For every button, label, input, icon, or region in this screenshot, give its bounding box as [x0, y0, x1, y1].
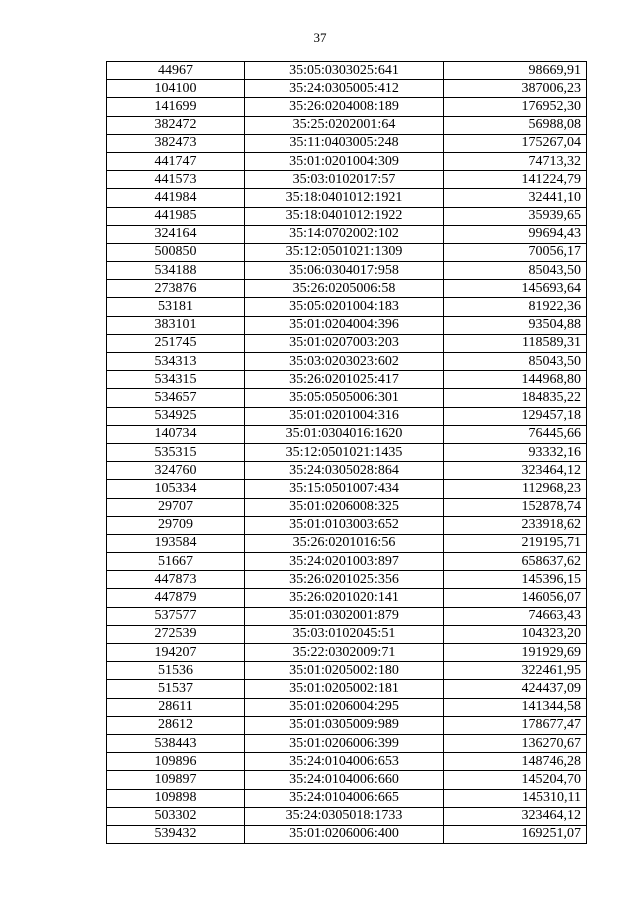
amount-cell: 112968,23	[444, 480, 587, 498]
amount-cell: 176952,30	[444, 98, 587, 116]
id-cell: 503302	[107, 807, 245, 825]
id-cell: 382473	[107, 134, 245, 152]
amount-cell: 145396,15	[444, 571, 587, 589]
amount-cell: 118589,31	[444, 334, 587, 352]
id-cell: 51667	[107, 553, 245, 571]
amount-cell: 169251,07	[444, 825, 587, 843]
amount-cell: 141224,79	[444, 171, 587, 189]
cadastral-number-cell: 35:24:0201003:897	[245, 553, 444, 571]
cadastral-number-cell: 35:24:0104006:665	[245, 789, 444, 807]
cadastral-number-cell: 35:03:0102045:51	[245, 625, 444, 643]
cadastral-number-cell: 35:01:0206006:399	[245, 734, 444, 752]
amount-cell: 74713,32	[444, 152, 587, 170]
table-row	[107, 80, 587, 98]
amount-cell: 152878,74	[444, 498, 587, 516]
amount-cell: 178677,47	[444, 716, 587, 734]
id-cell: 537577	[107, 607, 245, 625]
table-body	[107, 62, 587, 844]
id-cell: 272539	[107, 625, 245, 643]
cadastral-number-cell: 35:01:0207003:203	[245, 334, 444, 352]
amount-cell: 184835,22	[444, 389, 587, 407]
amount-cell: 145310,11	[444, 789, 587, 807]
cadastral-number-cell: 35:01:0201004:309	[245, 152, 444, 170]
id-cell: 534925	[107, 407, 245, 425]
table-row	[107, 534, 587, 552]
table-row	[107, 662, 587, 680]
id-cell: 539432	[107, 825, 245, 843]
table-row	[107, 789, 587, 807]
id-cell: 441984	[107, 189, 245, 207]
table-row	[107, 443, 587, 461]
id-cell: 51537	[107, 680, 245, 698]
cadastral-number-cell: 35:24:0305018:1733	[245, 807, 444, 825]
id-cell: 29709	[107, 516, 245, 534]
id-cell: 534657	[107, 389, 245, 407]
id-cell: 104100	[107, 80, 245, 98]
amount-cell: 387006,23	[444, 80, 587, 98]
table-row	[107, 825, 587, 843]
cadastral-number-cell: 35:05:0505006:301	[245, 389, 444, 407]
amount-cell: 323464,12	[444, 462, 587, 480]
cadastral-number-cell: 35:01:0103003:652	[245, 516, 444, 534]
amount-cell: 104323,20	[444, 625, 587, 643]
table-row	[107, 716, 587, 734]
cadastral-number-cell: 35:01:0205002:181	[245, 680, 444, 698]
cadastral-number-cell: 35:05:0201004:183	[245, 298, 444, 316]
cadastral-number-cell: 35:01:0206008:325	[245, 498, 444, 516]
cadastral-number-cell: 35:01:0206006:400	[245, 825, 444, 843]
table-row	[107, 698, 587, 716]
table-row	[107, 553, 587, 571]
amount-cell: 323464,12	[444, 807, 587, 825]
table-row	[107, 425, 587, 443]
cadastral-number-cell: 35:11:0403005:248	[245, 134, 444, 152]
table-row	[107, 280, 587, 298]
table-row	[107, 389, 587, 407]
amount-cell: 70056,17	[444, 243, 587, 261]
amount-cell: 93332,16	[444, 443, 587, 461]
table-row	[107, 680, 587, 698]
cadastral-number-cell: 35:24:0305028:864	[245, 462, 444, 480]
cadastral-number-cell: 35:01:0302001:879	[245, 607, 444, 625]
amount-cell: 233918,62	[444, 516, 587, 534]
id-cell: 534315	[107, 371, 245, 389]
cadastral-number-cell: 35:03:0203023:602	[245, 353, 444, 371]
table-row	[107, 807, 587, 825]
id-cell: 51536	[107, 662, 245, 680]
table-row	[107, 498, 587, 516]
id-cell: 324164	[107, 225, 245, 243]
table-row	[107, 407, 587, 425]
table-row	[107, 152, 587, 170]
amount-cell: 144968,80	[444, 371, 587, 389]
id-cell: 447879	[107, 589, 245, 607]
id-cell: 535315	[107, 443, 245, 461]
table-row	[107, 189, 587, 207]
cadastral-number-cell: 35:26:0201020:141	[245, 589, 444, 607]
cadastral-number-cell: 35:26:0201025:417	[245, 371, 444, 389]
amount-cell: 129457,18	[444, 407, 587, 425]
id-cell: 441573	[107, 171, 245, 189]
cadastral-number-cell: 35:14:0702002:102	[245, 225, 444, 243]
table-row	[107, 644, 587, 662]
amount-cell: 76445,66	[444, 425, 587, 443]
cadastral-number-cell: 35:01:0206004:295	[245, 698, 444, 716]
table-row	[107, 334, 587, 352]
amount-cell: 141344,58	[444, 698, 587, 716]
amount-cell: 148746,28	[444, 753, 587, 771]
amount-cell: 219195,71	[444, 534, 587, 552]
id-cell: 441747	[107, 152, 245, 170]
cadastral-number-cell: 35:18:0401012:1921	[245, 189, 444, 207]
cadastral-number-cell: 35:05:0303025:641	[245, 62, 444, 80]
id-cell: 324760	[107, 462, 245, 480]
id-cell: 109898	[107, 789, 245, 807]
id-cell: 251745	[107, 334, 245, 352]
table-row	[107, 116, 587, 134]
table-row	[107, 62, 587, 80]
cadastral-number-cell: 35:01:0204004:396	[245, 316, 444, 334]
cadastral-number-cell: 35:01:0304016:1620	[245, 425, 444, 443]
id-cell: 447873	[107, 571, 245, 589]
amount-cell: 658637,62	[444, 553, 587, 571]
id-cell: 28612	[107, 716, 245, 734]
id-cell: 194207	[107, 644, 245, 662]
amount-cell: 99694,43	[444, 225, 587, 243]
cadastral-number-cell: 35:22:0302009:71	[245, 644, 444, 662]
table-row	[107, 207, 587, 225]
id-cell: 109897	[107, 771, 245, 789]
id-cell: 193584	[107, 534, 245, 552]
table-row	[107, 298, 587, 316]
cadastral-number-cell: 35:24:0104006:660	[245, 771, 444, 789]
amount-cell: 35939,65	[444, 207, 587, 225]
id-cell: 534188	[107, 262, 245, 280]
id-cell: 28611	[107, 698, 245, 716]
table-row	[107, 353, 587, 371]
id-cell: 538443	[107, 734, 245, 752]
id-cell: 441985	[107, 207, 245, 225]
cadastral-number-cell: 35:24:0305005:412	[245, 80, 444, 98]
table-row	[107, 625, 587, 643]
data-table	[106, 61, 587, 844]
amount-cell: 322461,95	[444, 662, 587, 680]
table-row	[107, 571, 587, 589]
cadastral-number-cell: 35:26:0205006:58	[245, 280, 444, 298]
amount-cell: 175267,04	[444, 134, 587, 152]
amount-cell: 85043,50	[444, 353, 587, 371]
table-row	[107, 243, 587, 261]
amount-cell: 32441,10	[444, 189, 587, 207]
id-cell: 140734	[107, 425, 245, 443]
cadastral-number-cell: 35:15:0501007:434	[245, 480, 444, 498]
id-cell: 500850	[107, 243, 245, 261]
amount-cell: 74663,43	[444, 607, 587, 625]
table-row	[107, 316, 587, 334]
table-row	[107, 171, 587, 189]
id-cell: 534313	[107, 353, 245, 371]
cadastral-number-cell: 35:12:0501021:1309	[245, 243, 444, 261]
id-cell: 29707	[107, 498, 245, 516]
amount-cell: 145204,70	[444, 771, 587, 789]
cadastral-number-cell: 35:24:0104006:653	[245, 753, 444, 771]
amount-cell: 191929,69	[444, 644, 587, 662]
cadastral-number-cell: 35:26:0201016:56	[245, 534, 444, 552]
amount-cell: 98669,91	[444, 62, 587, 80]
id-cell: 382472	[107, 116, 245, 134]
amount-cell: 93504,88	[444, 316, 587, 334]
table-row	[107, 771, 587, 789]
amount-cell: 81922,36	[444, 298, 587, 316]
table-row	[107, 516, 587, 534]
table-row	[107, 371, 587, 389]
cadastral-number-cell: 35:26:0204008:189	[245, 98, 444, 116]
amount-cell: 56988,08	[444, 116, 587, 134]
id-cell: 53181	[107, 298, 245, 316]
cadastral-number-cell: 35:01:0201004:316	[245, 407, 444, 425]
table-row	[107, 262, 587, 280]
id-cell: 273876	[107, 280, 245, 298]
amount-cell: 85043,50	[444, 262, 587, 280]
cadastral-number-cell: 35:12:0501021:1435	[245, 443, 444, 461]
id-cell: 383101	[107, 316, 245, 334]
table-row	[107, 134, 587, 152]
table-row	[107, 480, 587, 498]
table-row	[107, 589, 587, 607]
cadastral-number-cell: 35:01:0205002:180	[245, 662, 444, 680]
id-cell: 109896	[107, 753, 245, 771]
cadastral-number-cell: 35:01:0305009:989	[245, 716, 444, 734]
cadastral-number-cell: 35:26:0201025:356	[245, 571, 444, 589]
page-number: 37	[313, 30, 327, 45]
table-row	[107, 225, 587, 243]
id-cell: 44967	[107, 62, 245, 80]
id-cell: 141699	[107, 98, 245, 116]
table-row	[107, 462, 587, 480]
table-row	[107, 98, 587, 116]
id-cell: 105334	[107, 480, 245, 498]
amount-cell: 146056,07	[444, 589, 587, 607]
table-row	[107, 607, 587, 625]
amount-cell: 136270,67	[444, 734, 587, 752]
amount-cell: 424437,09	[444, 680, 587, 698]
table-row	[107, 734, 587, 752]
cadastral-number-cell: 35:18:0401012:1922	[245, 207, 444, 225]
cadastral-number-cell: 35:03:0102017:57	[245, 171, 444, 189]
amount-cell: 145693,64	[444, 280, 587, 298]
table-row	[107, 753, 587, 771]
cadastral-number-cell: 35:25:0202001:64	[245, 116, 444, 134]
cadastral-number-cell: 35:06:0304017:958	[245, 262, 444, 280]
